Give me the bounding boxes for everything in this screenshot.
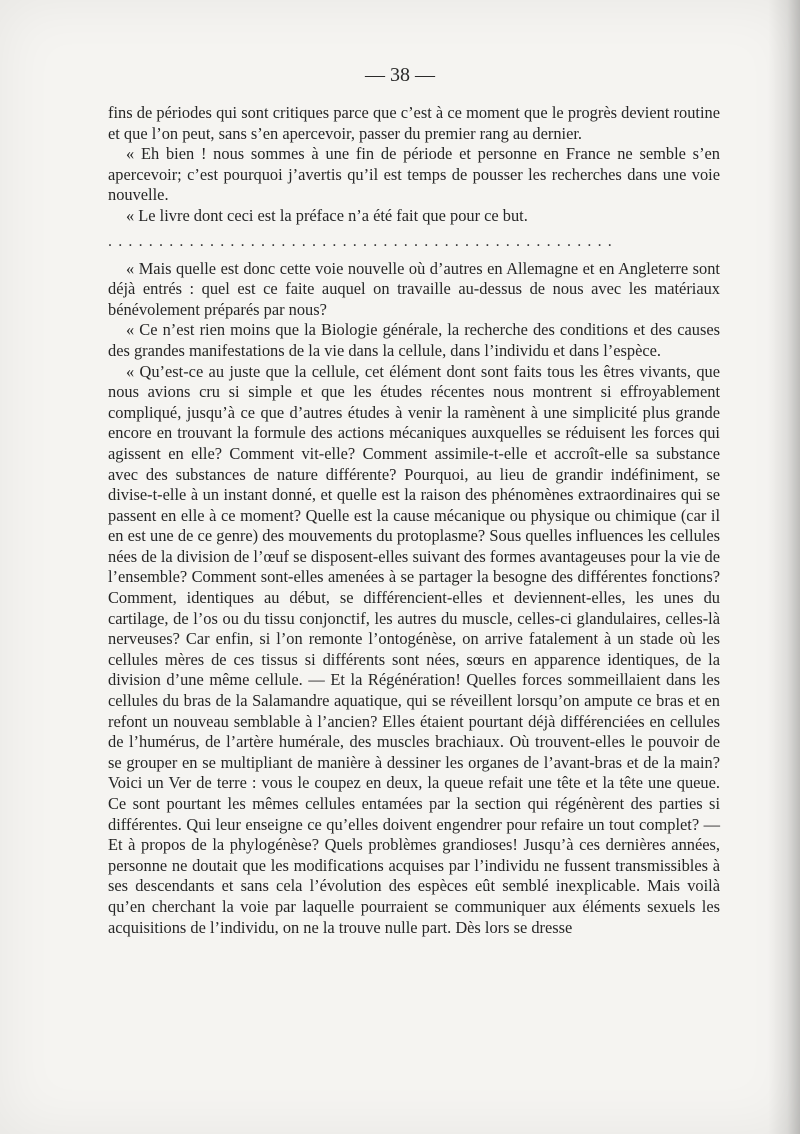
paragraph-quote-cellule: « Qu’est-ce au juste que la cellule, cet élément dont sont faits tous les êtres vivants, que nous avions cru si simple et que les études récentes nous montrent si effroyablement compliqué, jusqu’à ce que d’autres études à venir la ramènent à une simplicité plus grande encore en trouvant la formule des actions mécaniques auxquelles se réduisent les forces qui agissent en elle? Comment vit-elle? Comment assimile-t-elle et accroît-elle sa substance avec des substances de nature différente? Pourquoi, au lieu de grandir indéfiniment, se divise-t-elle à un instant donné, et quelle est la raison des phénomènes extraordinaires qui se passent en elle à ce moment? Quelle est la cause mécanique ou physique ou chimique (car il en est une de ce genre) des mouvements du protoplasme? Sous quelles influences les cellules nées de la division de l’œuf se disposent-elles suivant des formes avantageuses pour la vie de l’ensemble? Comment sont-elles amenées à se partager la besogne des différentes fonctions? Comment, identiques au début, se différencient-elles et deviennent-elles, les unes du cartilage, de l’os ou du tissu conjonctif, les autres du muscle, celles-ci glandulaires, celles-là nerveuses? Car enfin, si l’on remonte l’ontogénèse, on arrive fatalement à un stade où les cellules mères de ces tissus si différents sont nées, sœurs en apparence identiques, de la division d’une même cellule. — Et la Régénération! Quelles forces sommeillaient dans les cellules du bras de la Salamandre aquatique, qui se réveillent lorsqu’on ampute ce bras et en refont un nouveau semblable à l’ancien? Elles étaient pourtant déjà différenciées en cellules de l’humérus, de l’artère humérale, des muscles brachiaux. Où trouvent-elles le pouvoir de se grouper en se multipliant de manière à dessiner les organes de l’avant-bras et de la main? Voici un Ver de terre : vous le coupez en deux, la queue refait une tête et la tête une queue. Ce sont pourtant les mêmes cellules entamées par la section qui régénèrent des parties si différentes. Qui leur enseigne ce qu’elles doivent engendrer pour refaire un tout complet? — Et à propos de la phylogénèse? Quels problèmes grandioses! Jusqu’à ces dernières années, personne ne doutait que les modifications acquises par l’individu ne fussent transmissibles à ses descendants et sans cela l’évolution des espèces eût semblé inexplicable. Mais voilà qu’en cherchant la voie par laquelle pourraient se communiquer aux éléments sexuels les acquisitions de l’individu, on ne la trouve nulle part. Dès lors se dresse [108,361,720,937]
paragraph-quote-voie-nouvelle: « Mais quelle est donc cette voie nouvelle où d’autres en Allemagne et en Angleterre sont déjà entrés : quel est ce faite auquel on travaille au-dessus de nous avec les matériaux bénévolement préparés par nous? [108,258,720,319]
body-text [108,103,720,938]
page-number: — 38 — [365,64,435,86]
paragraph-quote-eh-bien: « Eh bien ! nous sommes à une fin de période et personne en France ne semble s’en apercevoir; c’est pourquoi j’avertis qu’il est temps de pousser les recherches dans une voie nouvelle. [108,144,720,205]
paragraph-continuation: fins de périodes qui sont critiques parce que c’est à ce moment que le progrès devient routine et que l’on peut, sans s’en apercevoir, passer du premier rang au dernier. [108,103,720,143]
paragraph-quote-biologie: « Ce n’est rien moins que la Biologie générale, la recherche des conditions et des causes des grandes manifestations de la vie dans la cellule, dans l’individu et dans l’espèce. [108,320,720,360]
paragraph-quote-livre: « Le livre dont ceci est la préface n’a été fait que pour ce but. [126,205,528,225]
page-spine-shadow [768,0,800,1134]
ellipsis-separator: .................................................. [108,232,618,250]
